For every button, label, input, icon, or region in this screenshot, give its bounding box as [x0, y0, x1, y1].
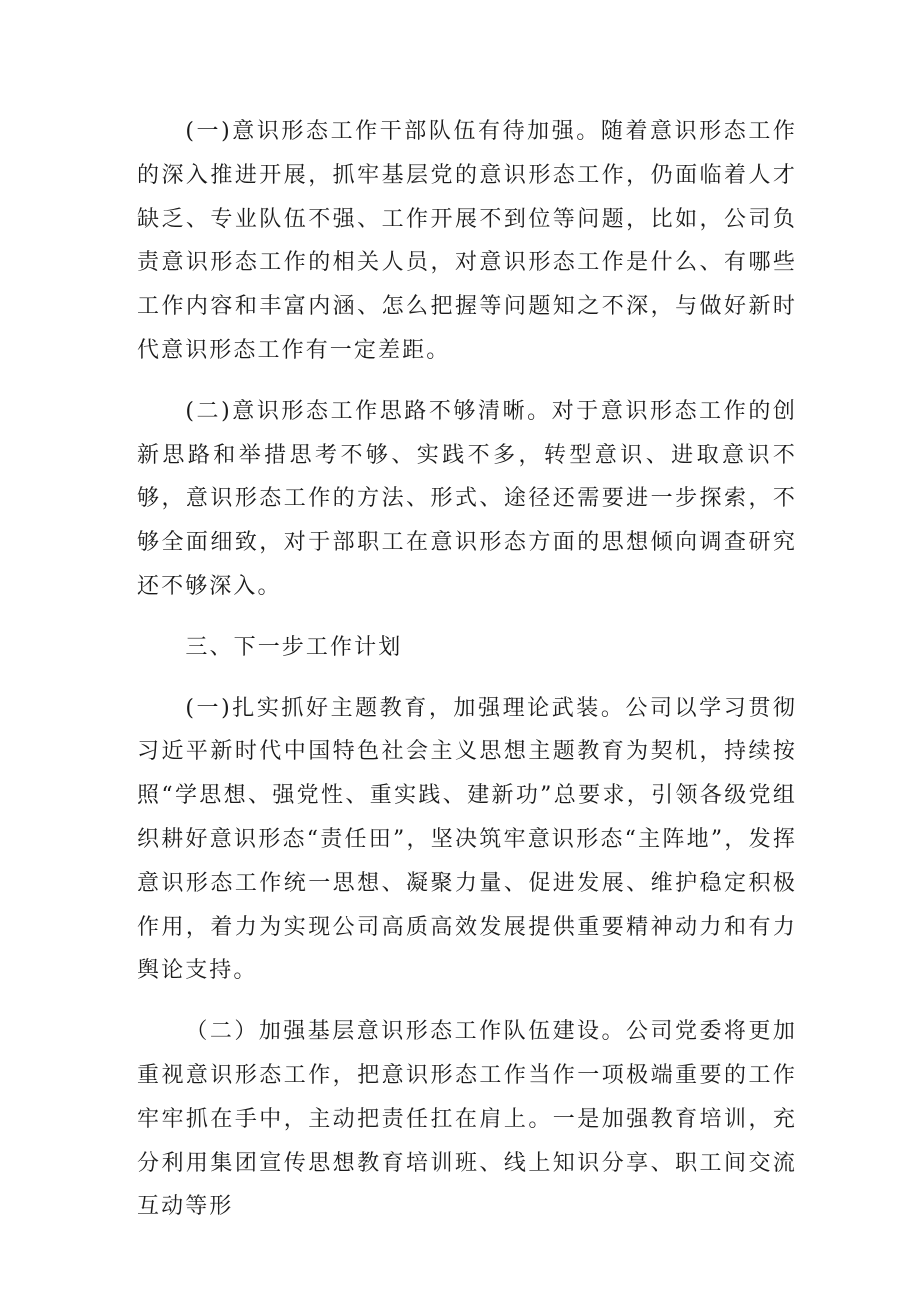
section-heading-next-plan: 三、下一步工作计划: [185, 634, 403, 660]
paragraph-theme-education: (一)扎实抓好主题教育，加强理论武装。公司以学习贯彻习近平新时代中国特色社会主义思想主题教育为契机，持续按照“学思想、强党性、重实践、建新功”总要求，引领各级党组织耕好意识形态“责任田”，坚决筑牢意识形态“主阵地”，发挥意识形态工作统一思想、凝聚力量、促进发展、维护稳定积极作用，着力为实现公司高质高效发展提供重要精神动力和有力舆论支持。: [137, 695, 797, 984]
paragraph-team-building: （二）加强基层意识形态工作队伍建设。公司党委将更加重视意识形态工作，把意识形态工作当作一项极端重要的工作牢牢抓在手中，主动把责任扛在肩上。一是加强教育培训，充分利用集团宣传思想教育培训班、线上知识分享、职工间交流互动等形: [137, 1019, 797, 1220]
paragraph-work-ideas: (二)意识形态工作思路不够清晰。对于意识形态工作的创新思路和举措思考不够、实践不多，转型意识、进取意识不够，意识形态工作的方法、形式、途径还需要进一步探索，不够全面细致，对于部职工在意识形态方面的思想倾向调查研究还不够深入。: [137, 398, 797, 599]
paragraph-cadre-team: (一)意识形态工作干部队伍有待加强。随着意识形态工作的深入推进开展，抓牢基层党的意识形态工作，仍面临着人才缺乏、专业队伍不强、工作开展不到位等问题，比如，公司负责意识形态工作的相关人员，对意识形态工作是什么、有哪些工作内容和丰富内涵、怎么把握等问题知之不深，与做好新时代意识形态工作有一定差距。: [137, 119, 797, 363]
document-body: [137, 110, 797, 1246]
